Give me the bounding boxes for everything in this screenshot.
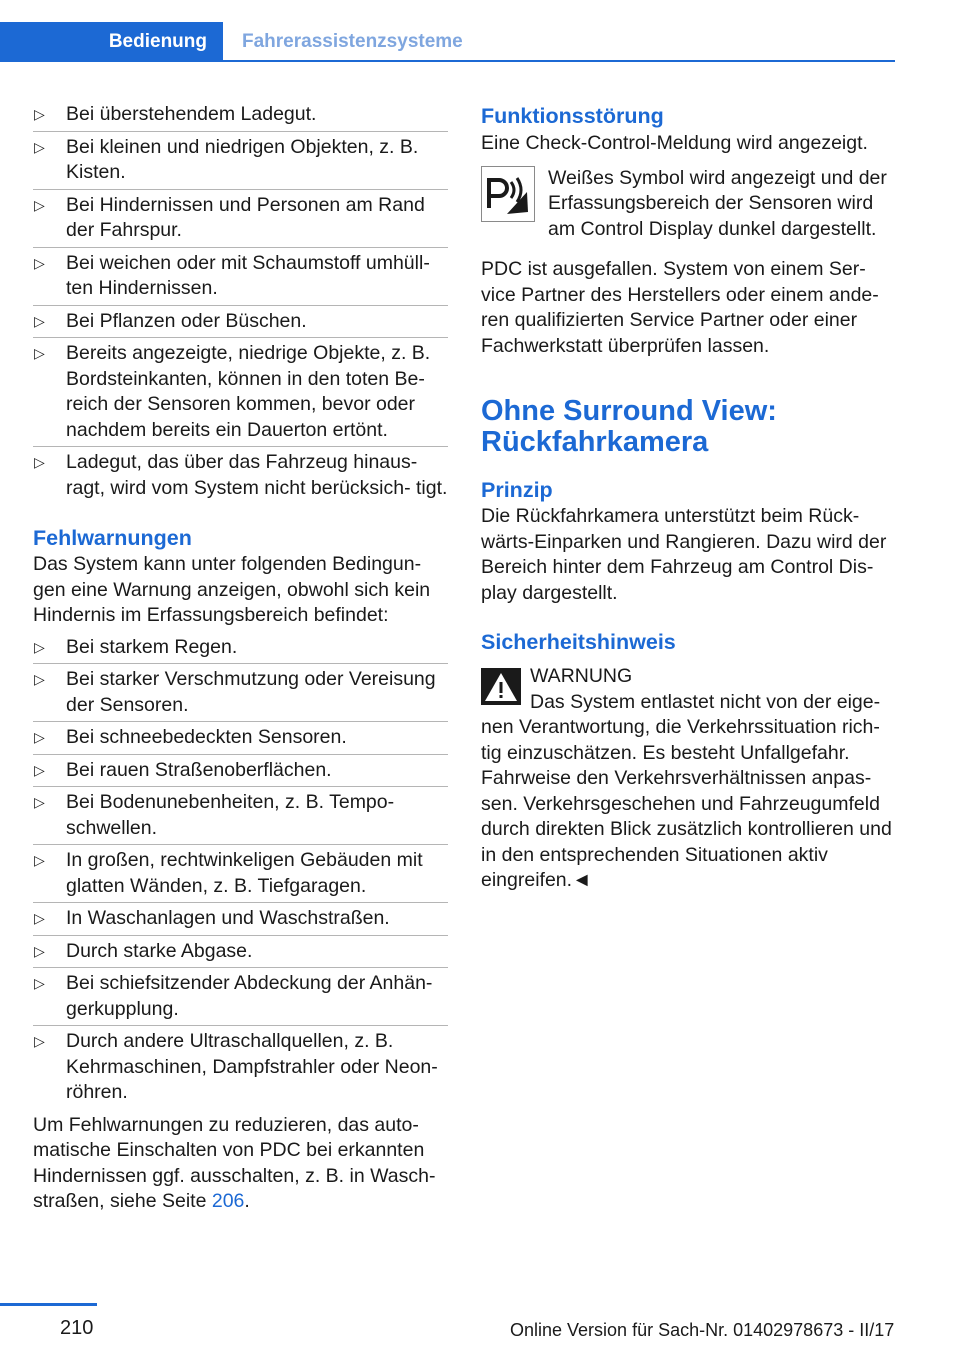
- bullet-list-false-warnings: [33, 635, 448, 1109]
- fehlwarnungen-intro: Das System kann unter folgenden Bedingun‐ gen eine Warnung anzeigen, obwohl sich kein Hindernis im Erfassungsbereich befindet:: [33, 553, 431, 626]
- heading-fehlwarnungen: Fehlwarnungen: [33, 526, 192, 550]
- list-item: ▷ Durch starke Abgase.: [33, 935, 448, 968]
- tab-fahrerassistenzsysteme[interactable]: Fahrerassistenzsysteme: [242, 31, 463, 52]
- warning-head: [530, 664, 893, 715]
- list-item: ▷ Durch andere Ultraschallquellen, z. B. Kehrmaschinen, Dampfstrahler oder Neon‐ röhren.: [33, 1025, 448, 1109]
- pdc-symbol-row: [481, 166, 893, 243]
- list-item: ▷ Bereits angezeigte, niedrige Objekte, z. B. Bordsteinkanten, können in den toten Be‐ reich der Sensoren kommen, bevor oder nachdem bereits ein Dauerton ertönt.: [33, 337, 448, 446]
- list-item: ▷ Bei Bodenunebenheiten, z. B. Tempo‐ schwellen.: [33, 786, 448, 844]
- outro-text: Um Fehlwarnungen zu reduzieren, das auto‐ matische Einschalten von PDC bei erkannten Hindernissen ggf. ausschalten, z. B. in Wasch‐ straßen, siehe Seite: [33, 1113, 436, 1212]
- list-item: ▷ Bei überstehendem Ladegut.: [33, 102, 448, 131]
- tab-bedienung[interactable]: Bedienung: [0, 22, 223, 62]
- list-item: ▷ Bei kleinen und niedrigen Objekten, z. B. Kisten.: [33, 131, 448, 189]
- right-column: [481, 102, 893, 894]
- heading-rueckfahrkamera: Ohne Surround View: Rückfahrkamera: [481, 395, 777, 458]
- list-item: ▷ Bei starkem Regen.: [33, 635, 448, 664]
- heading-sicherheitshinweis: Sicherheitshinweis: [481, 630, 676, 654]
- list-item: ▷ Bei schneebedeckten Sensoren.: [33, 721, 448, 754]
- footer-online-version: Online Version für Sach-Nr. 01402978673 - II/17: [510, 1320, 895, 1340]
- funktionsstoerung-line: Eine Check-Control-Meldung wird angezeigt.: [481, 132, 868, 154]
- list-item: ▷ In großen, rechtwinkeligen Gebäuden mit glatten Wänden, z. B. Tiefgaragen.: [33, 844, 448, 902]
- warning-row: [481, 664, 893, 715]
- pdc-symbol-description: Weißes Symbol wird angezeigt und der Erfassungsbereich der Sensoren wird am Control Display dunkel dargestellt.: [548, 166, 887, 240]
- heading-prinzip: Prinzip: [481, 478, 553, 502]
- list-item: ▷ Bei rauen Straßenoberflächen.: [33, 754, 448, 787]
- warning-first-line: Das System entlastet nicht von der eige‐: [530, 690, 881, 713]
- list-item: ▷ Bei schiefsitzender Abdeckung der Anhän‐ gerkupplung.: [33, 967, 448, 1025]
- left-column: [33, 102, 448, 1215]
- warning-triangle-icon: [481, 664, 530, 715]
- page-number: 210: [60, 1317, 94, 1339]
- pdc-icon: [481, 166, 548, 243]
- list-item: ▷ Bei Hindernissen und Personen am Rand der Fahrspur.: [33, 189, 448, 247]
- list-item: ▷ Bei starker Verschmutzung oder Vereisung der Sensoren.: [33, 663, 448, 721]
- header-tabbar: [0, 22, 895, 62]
- fehlwarnungen-outro: [33, 1113, 448, 1215]
- outro-end: .: [244, 1190, 250, 1212]
- footer-rule: [0, 1303, 97, 1306]
- pdc-failure-paragraph: PDC ist ausgefallen. System von einem Ser‐ vice Partner des Herstellers oder einem ande‐ ren qualifizierten Service Partner oder einer Fachwerkstatt überprüfen lassen.: [481, 258, 879, 357]
- list-item: ▷ In Waschanlagen und Waschstraßen.: [33, 902, 448, 935]
- list-item: ▷ Bei Pflanzen oder Büschen.: [33, 305, 448, 338]
- warning-text: nen Verantwortung, die Verkehrssituation rich‐ tig einzuschätzen. Es besteht Unfallgefahr. Fahrweise den Verkehrsverhältnissen anpas‐ sen. Verkehrsgeschehen und Fahrzeugumfeld durch direkten Blick zusätzlich kontrollieren und in den entsprechenden Situationen aktiv eingreifen.◄: [481, 716, 892, 891]
- heading-funktionsstoerung: Funktionsstörung: [481, 104, 664, 128]
- list-item: ▷ Ladegut, das über das Fahrzeug hinaus‐ ragt, wird vom System nicht berücksich‐ tigt.: [33, 446, 448, 504]
- bullet-list-limits: [33, 102, 448, 504]
- list-item: ▷ Bei weichen oder mit Schaumstoff umhüll‐ ten Hindernissen.: [33, 247, 448, 305]
- page-link-206[interactable]: 206: [211, 1190, 245, 1212]
- warning-label: WARNUNG: [530, 665, 633, 687]
- prinzip-text: Die Rückfahrkamera unterstützt beim Rück‐ wärts-Einparken und Rangieren. Dazu wird der Bereich hinter dem Fahrzeug am Control Dis‐ play dargestellt.: [481, 505, 887, 604]
